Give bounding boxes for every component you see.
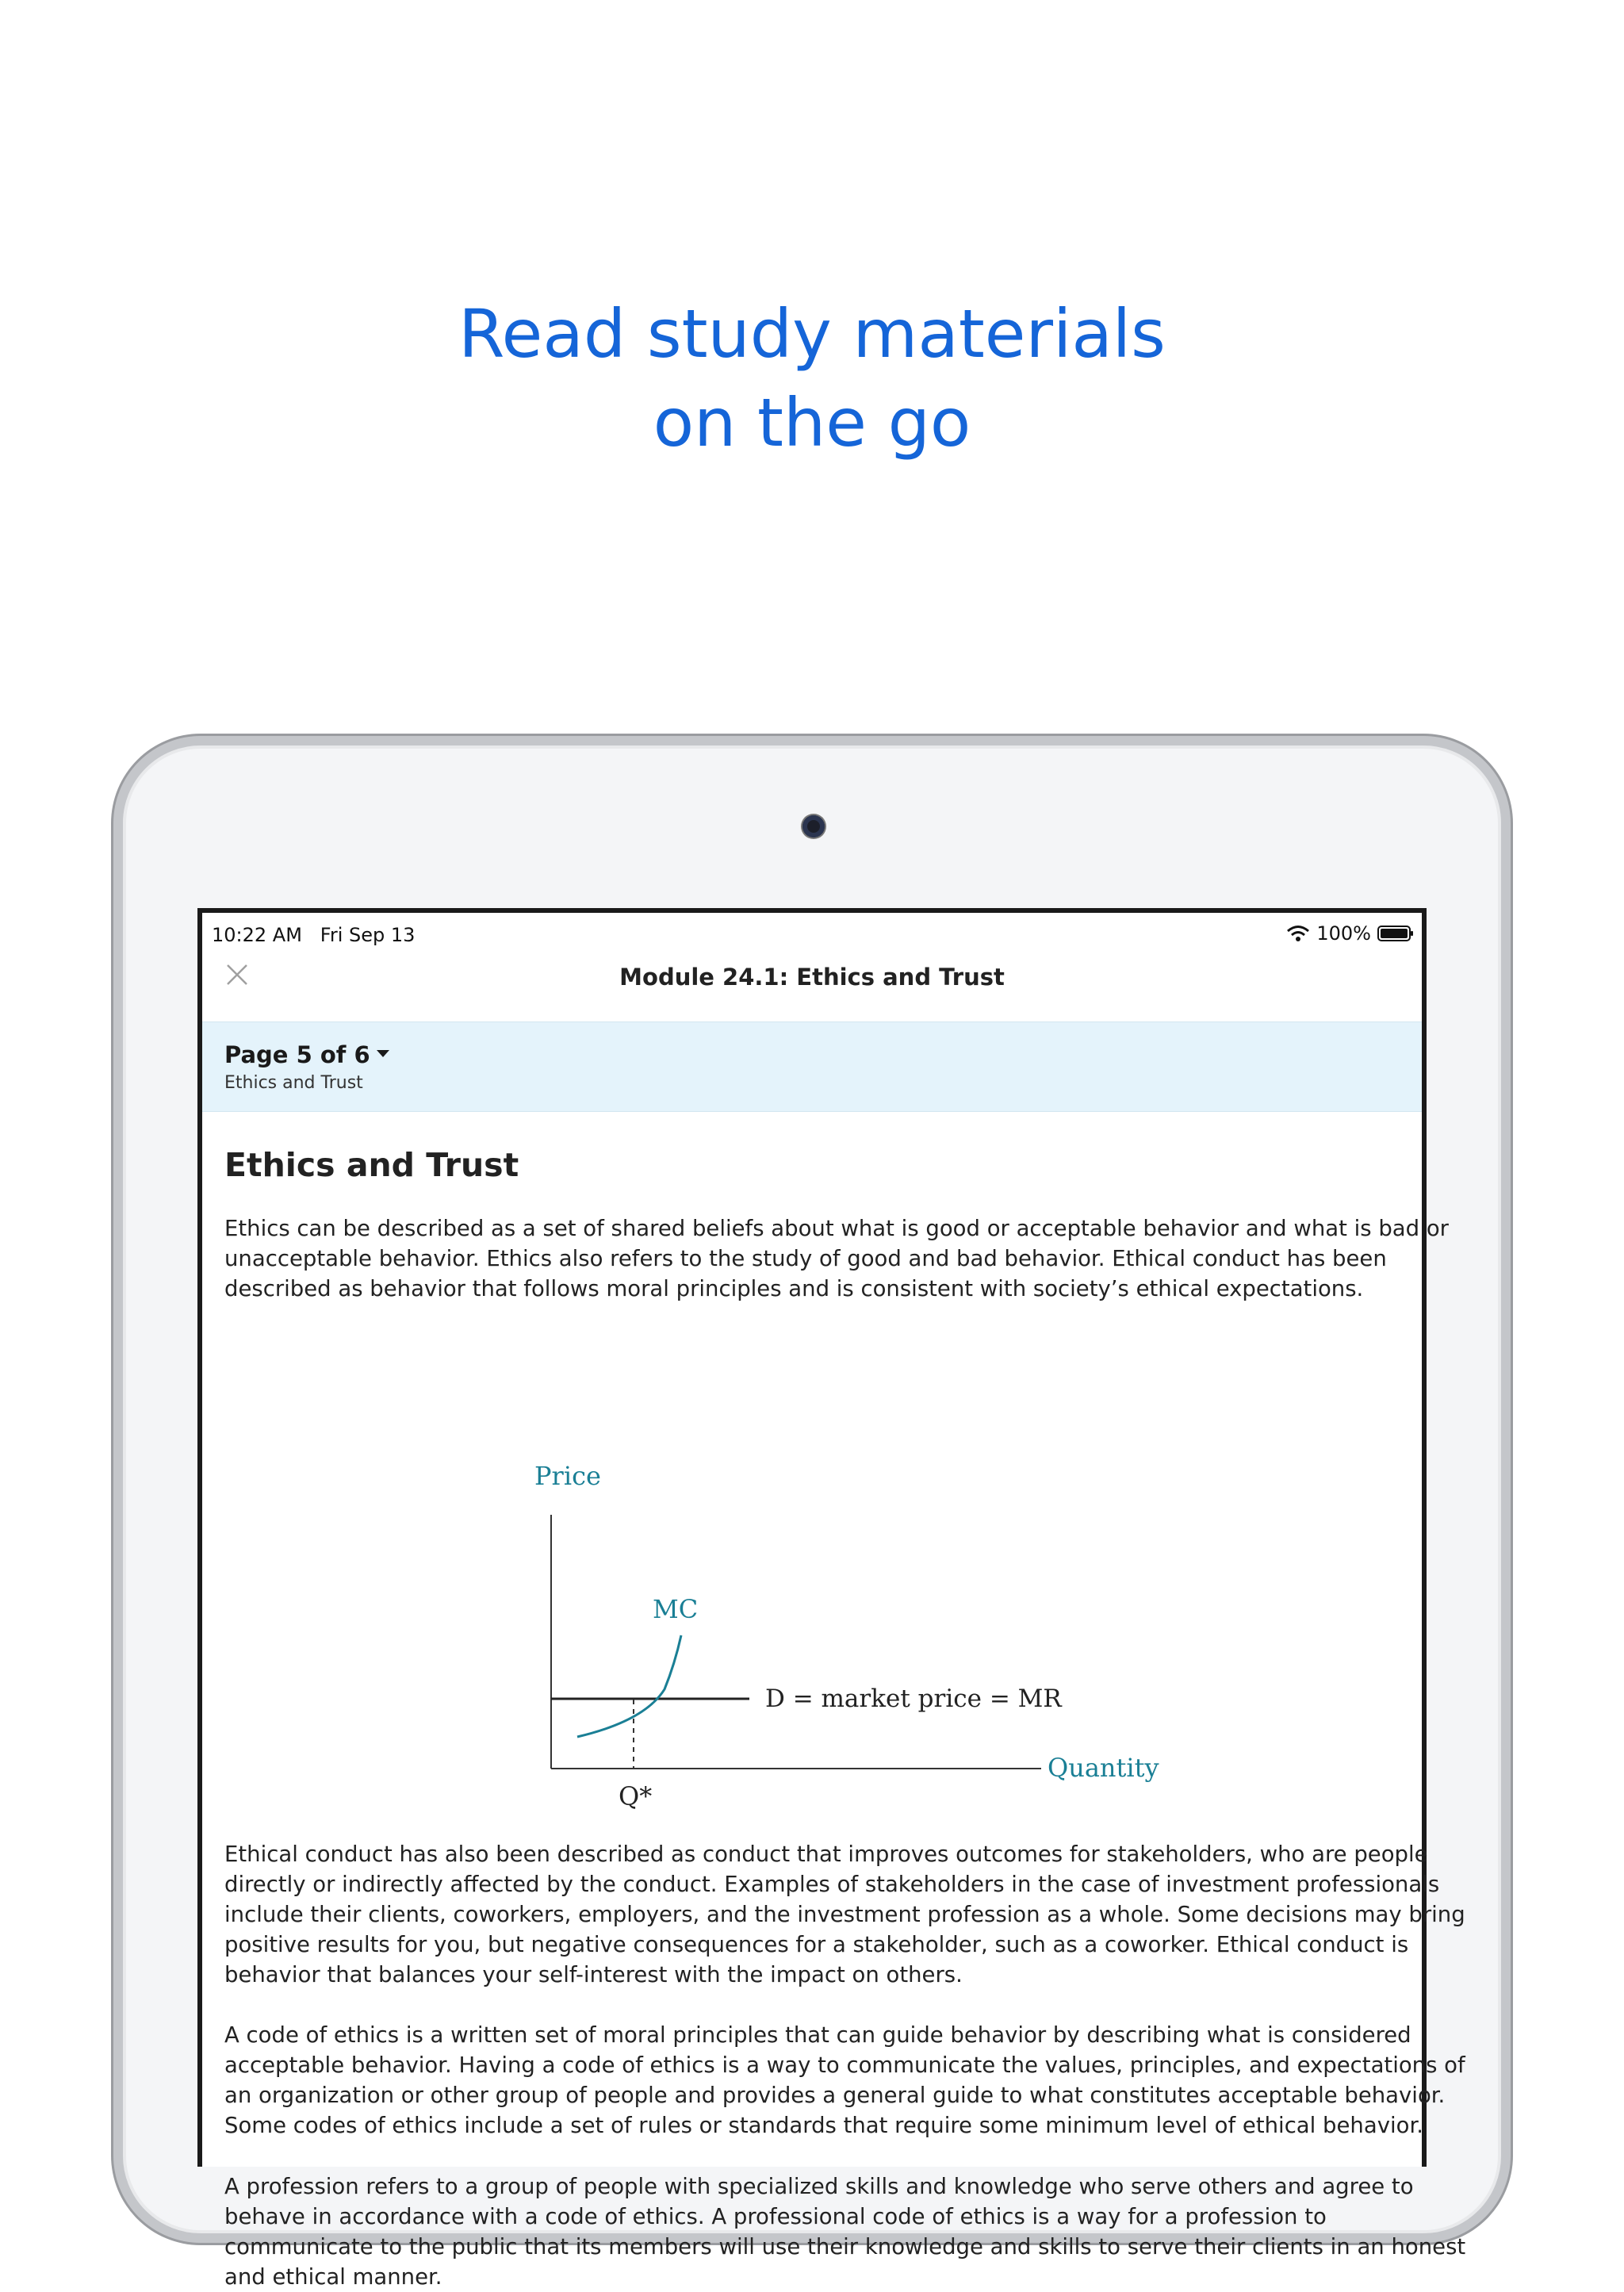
- paragraph-line: and ethical manner.: [224, 2264, 442, 2290]
- reader-toolbar: [202, 948, 1422, 1021]
- paragraph-line: Ethical conduct has also been described as conduct that improves outcomes for stakeholders, who are people: [224, 1842, 1428, 1867]
- paragraph-line: A code of ethics is a written set of moral principles that can guide behavior by describing what is considered: [224, 2022, 1411, 2048]
- q-star-label: Q*: [619, 1781, 653, 1811]
- paragraph-line: an organization or other group of people and provides a general guide to what constitutes acceptable behavior.: [224, 2083, 1446, 2108]
- caret-down-icon: [377, 1050, 389, 1057]
- paragraph-line: positive results for you, but negative consequences for a stakeholder, such as a coworker. Ethical conduct is: [224, 1932, 1409, 1957]
- paragraph-line: behave in accordance with a code of ethics. A professional code of ethics is a way for a profession to: [224, 2204, 1327, 2229]
- promo-headline: [0, 289, 1624, 467]
- mc-curve: [577, 1635, 681, 1737]
- status-bar: [202, 913, 1422, 948]
- module-title: Module 24.1: Ethics and Trust: [619, 964, 1005, 991]
- battery-percent: 100%: [1316, 922, 1371, 945]
- paragraph-1: [224, 1213, 1449, 1304]
- paragraph-line: communicate to the public that its members will use their knowledge and skills to serve their clients in an honest: [224, 2234, 1466, 2259]
- paragraph-line: acceptable behavior. Having a code of ethics is a way to communicate the values, principles, and expectations of: [224, 2052, 1465, 2078]
- x-axis-label: Quantity: [1048, 1753, 1159, 1783]
- article-heading: Ethics and Trust: [224, 1146, 519, 1184]
- demand-label: D = market price = MR: [765, 1685, 1062, 1713]
- page-navigator: [202, 1021, 1422, 1112]
- status-right: [1286, 922, 1414, 945]
- paragraph-2: [224, 1839, 1465, 1990]
- paragraph-line: Some codes of ethics include a set of rules or standards that require some minimum level of ethical behavior.: [224, 2113, 1423, 2138]
- y-axis-label: Price: [534, 1461, 601, 1491]
- headline-line-1: Read study materials: [458, 295, 1166, 373]
- paragraph-line: unacceptable behavior. Ethics also refers to the study of good and bad behavior. Ethical conduct has been: [224, 1246, 1387, 1271]
- paragraph-line: behavior that balances your self-interest with the impact on others.: [224, 1962, 963, 1987]
- paragraph-3: [224, 2020, 1465, 2141]
- page-subtitle: Ethics and Trust: [224, 1073, 363, 1093]
- headline-line-2: on the go: [653, 384, 971, 462]
- paragraph-line: include their clients, coworkers, employers, and the investment profession as a whole. Some decisions may bring: [224, 1902, 1465, 1927]
- battery-icon: [1377, 925, 1414, 942]
- paragraph-4: [224, 2171, 1466, 2292]
- supply-figure: [462, 1459, 1224, 1824]
- paragraph-line: Ethics can be described as a set of shared beliefs about what is good or acceptable behavior and what is bad or: [224, 1216, 1449, 1241]
- wifi-icon: [1286, 925, 1310, 942]
- paragraph-line: A profession refers to a group of people with specialized skills and knowledge who serve others and agree to: [224, 2174, 1414, 2199]
- page-label: Page 5 of 6: [224, 1041, 370, 1068]
- paragraph-line: directly or indirectly affected by the conduct. Examples of stakeholders in the case of investment professionals: [224, 1872, 1440, 1897]
- camera-icon: [802, 815, 825, 837]
- tablet-screen: [197, 908, 1466, 2290]
- status-time: 10:22 AM Fri Sep 13: [212, 924, 416, 946]
- mc-label: MC: [653, 1594, 699, 1624]
- paragraph-line: described as behavior that follows moral principles and is consistent with society’s ethical expectations.: [224, 1276, 1364, 1301]
- page-dropdown[interactable]: [224, 1041, 389, 1068]
